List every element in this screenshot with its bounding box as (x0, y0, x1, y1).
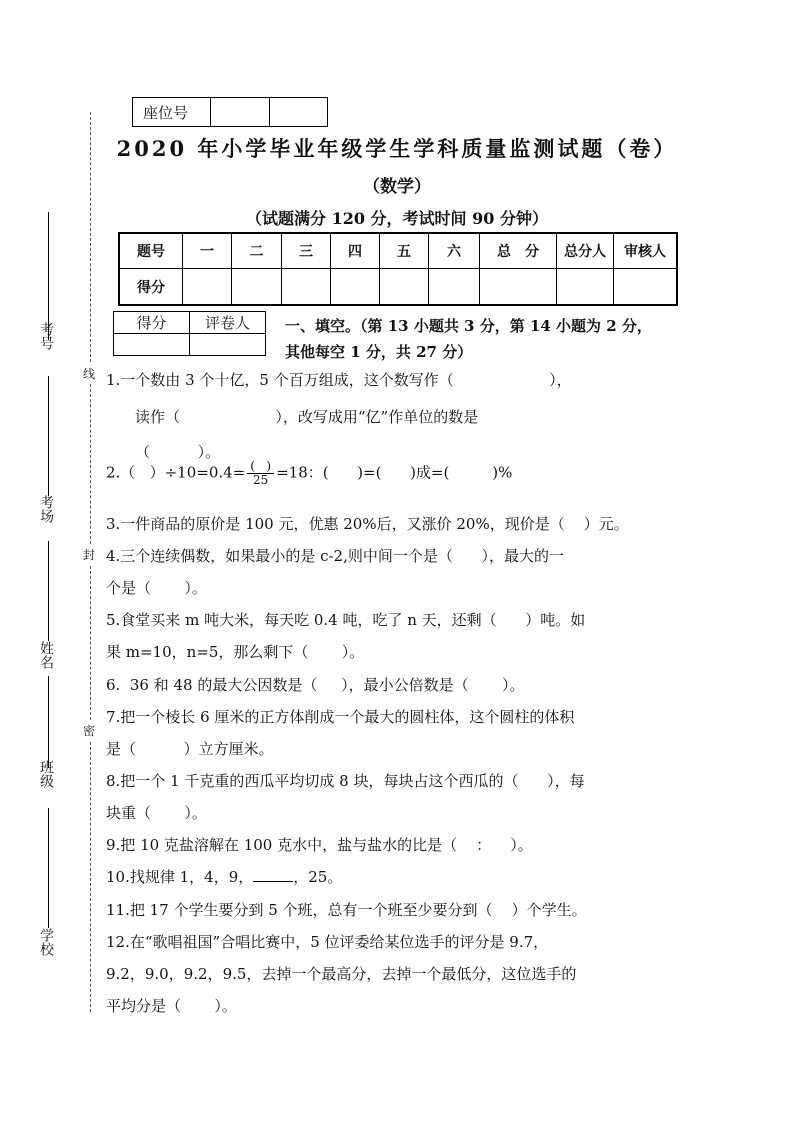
score-input-cell[interactable] (183, 269, 232, 306)
score-header-cell: 题号 (119, 233, 183, 269)
seat-cell-1[interactable] (211, 98, 270, 127)
question-8-line-1: 8.把一个 1 千克重的西瓜平均切成 8 块，每块占这个西瓜的（ ），每 (106, 772, 585, 790)
score-header-cell: 六 (429, 233, 480, 269)
binding-mark-line: 线 (83, 367, 96, 381)
question-2: 2.（ ）÷10=0.4= $\frac{( )}{25}$ =18：( )=( )成=( )% (106, 459, 513, 487)
section-1-heading (285, 313, 652, 365)
grader-score-label: 得分 (114, 312, 190, 334)
side-line-exam-room (48, 376, 49, 496)
section-1-line-2: 其他每空 1 分，共 27 分） (285, 343, 473, 361)
score-input-cell[interactable] (614, 269, 678, 306)
question-7-line-1: 7.把一个棱长 6 厘米的正方体削成一个最大的圆柱体，这个圆柱的体积 (106, 708, 575, 726)
side-label-class: 班级 (38, 760, 54, 788)
score-header-cell: 三 (282, 233, 331, 269)
side-line-name (48, 541, 49, 641)
score-row-label: 得分 (119, 269, 183, 306)
binding-dash-3 (90, 566, 91, 720)
binding-dash-2 (90, 384, 91, 544)
grader-reviewer-cell[interactable] (190, 334, 266, 356)
side-label-exam-number: 考号 (38, 322, 54, 350)
score-input-cell[interactable] (282, 269, 331, 306)
side-line-class (48, 676, 49, 768)
side-label-exam-room: 考场 (38, 495, 54, 523)
seat-label: 座位号 (133, 98, 211, 127)
score-input-cell[interactable] (557, 269, 614, 306)
question-1-line-3: （ ）。 (135, 443, 221, 461)
score-header-cell: 五 (380, 233, 429, 269)
score-input-cell[interactable] (380, 269, 429, 306)
question-5-line-2: 果 m=10，n=5，那么剩下（ ）。 (106, 643, 365, 661)
score-header-cell: 总 分 (480, 233, 557, 269)
question-4-line-1: 4.三个连续偶数，如果最小的是 c-2,则中间一个是（ ），最大的一 (106, 547, 564, 565)
score-input-cell[interactable] (429, 269, 480, 306)
score-input-cell[interactable] (480, 269, 557, 306)
question-12-line-3: 平均分是（ ）。 (106, 997, 237, 1015)
grader-table (113, 311, 266, 356)
question-11: 11.把 17 个学生要分到 5 个班，总有一个班至少要分到（ ）个学生。 (106, 901, 587, 919)
score-header-cell: 四 (331, 233, 380, 269)
score-table (118, 232, 678, 306)
score-header-cell: 二 (232, 233, 282, 269)
score-header-cell: 总分人 (557, 233, 614, 269)
exam-note: （试题满分 120 分，考试时间 90 分钟） (246, 209, 548, 228)
question-8-line-2: 块重（ ）。 (106, 804, 207, 822)
side-line-exam-number (48, 212, 49, 340)
score-input-cell[interactable] (331, 269, 380, 306)
question-12-line-1: 12.在“歌唱祖国”合唱比赛中，5 位评委给某位选手的评分是 9.7， (106, 933, 549, 951)
subject-title: （数学） (363, 177, 431, 197)
question-2-fraction: $\frac{( )}{25}$ (247, 460, 274, 487)
binding-dash-4 (90, 742, 91, 1012)
question-5-line-1: 5.食堂买来 m 吨大米，每天吃 0.4 吨，吃了 n 天，还剩（ ）吨。如 (106, 611, 586, 629)
section-1-line-1: 一、填空。（第 13 小题共 3 分，第 14 小题为 2 分， (285, 317, 652, 335)
page-title: 2020 年小学毕业年级学生学科质量监测试题（卷） (116, 136, 678, 161)
question-12-line-2: 9.2，9.0，9.2，9.5，去掉一个最高分，去掉一个最低分，这位选手的 (106, 965, 577, 983)
side-label-school: 学校 (38, 928, 54, 956)
score-header-cell: 一 (183, 233, 232, 269)
side-line-school (48, 808, 49, 928)
binding-mark-secret: 密 (83, 724, 96, 738)
seat-number-table (132, 97, 328, 127)
seat-cell-2[interactable] (270, 98, 328, 127)
grader-reviewer-label: 评卷人 (190, 312, 266, 334)
question-4-line-2: 个是（ ）。 (106, 579, 207, 597)
question-1-line-2: 读作（ ），改写成用“亿”作单位的数是 (135, 408, 479, 426)
question-9: 9.把 10 克盐溶解在 100 克水中，盐与盐水的比是（ ： ）。 (106, 836, 533, 854)
binding-mark-seal: 封 (83, 548, 96, 562)
score-header-cell: 审核人 (614, 233, 678, 269)
question-7-line-2: 是（ ）立方厘米。 (106, 740, 274, 758)
question-6: 6. 36 和 48 的最大公因数是（ ），最小公倍数是（ ）。 (106, 676, 525, 694)
question-10: 10.找规律 1，4，9， ，25。 (106, 868, 343, 886)
score-input-cell[interactable] (232, 269, 282, 306)
question-3: 3.一件商品的原价是 100 元，优惠 20%后，又涨价 20%，现价是（ ）元。 (106, 515, 629, 533)
side-label-name: 姓名 (38, 641, 54, 669)
grader-score-cell[interactable] (114, 334, 190, 356)
question-10-blank[interactable] (253, 869, 293, 882)
question-1-line-1: 1.一个数由 3 个十亿，5 个百万组成，这个数写作（ ）， (106, 371, 572, 389)
